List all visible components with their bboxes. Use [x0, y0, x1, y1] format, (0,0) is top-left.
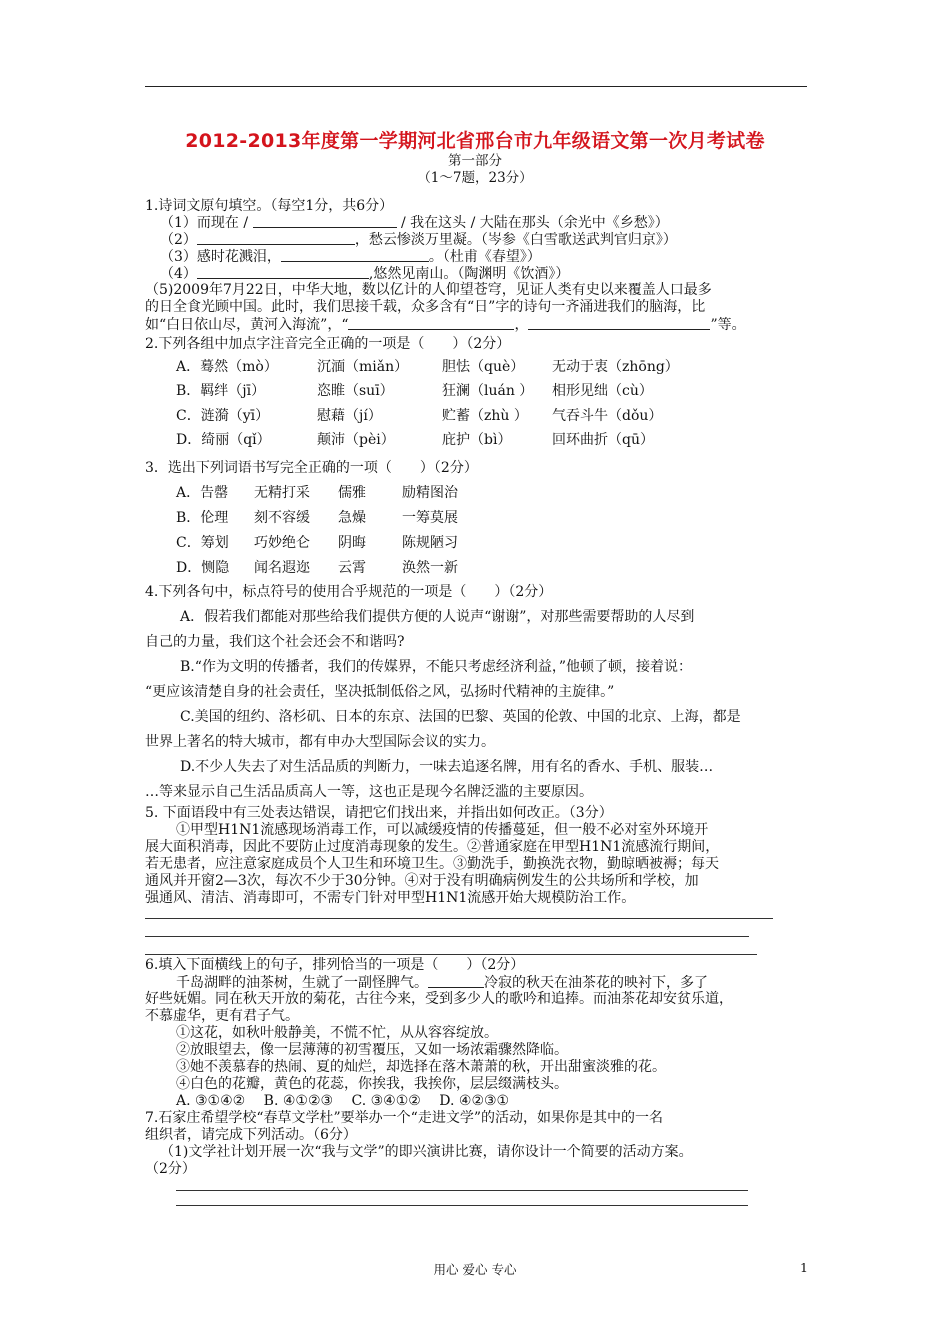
q3-option-b: B．伦理 刻不容缓 急燥 一筹莫展: [176, 510, 458, 526]
answer-line[interactable]: [176, 1205, 748, 1206]
part-label: 第一部分: [448, 153, 502, 169]
q2-option-b: B．羁绊（jī） 恣睢（suī） 狂澜（luán ） 相形见绌（cù）: [176, 383, 653, 399]
q4-option-a-line1: A．假若我们都能对那些给我们提供方便的人说声“谢谢”，对那些需要帮助的人尽到: [180, 609, 695, 625]
header-rule: [145, 86, 807, 87]
page-footer: 用心 爱心 专心: [433, 1262, 517, 1277]
q1-line3: （3）感时花溅泪， 。（杜甫《春望》）: [160, 249, 541, 265]
q6-sentence-3: ③她不羡慕春的热闹、夏的灿烂，却选择在落木萧萧的秋，开出甜蜜淡雅的花。: [176, 1059, 666, 1075]
q2-option-a: A．蓦然（mò） 沉湎（miǎn） 胆怯（què） 无动于衷（zhōng）: [176, 359, 679, 375]
answer-blank[interactable]: [197, 231, 355, 245]
q5-passage-line3: 若无患者，应注意家庭成员个人卫生和环境卫生。③勤洗手，勤换洗衣物，勤晾晒被褥；每天: [145, 856, 719, 872]
q6-sentence-1: ①这花，如秋叶般静美，不慌不忙，从从容容绽放。: [176, 1025, 498, 1041]
q1-line5: （5)2009年7月22日，中华大地，数以亿计的人仰望苍穹，见证人类有史以来覆盖人口最多: [145, 282, 712, 298]
q6-passage-line2: 好些妩媚。同在秋天开放的菊花，古往今来，受到多少人的歌吟和追捧。而油茶花却安贫乐道，: [145, 991, 733, 1007]
q7-line2: 组织者，请完成下列活动。（6分）: [145, 1127, 357, 1143]
part-range: （1～7题，23分）: [417, 170, 533, 186]
answer-line[interactable]: [145, 918, 773, 919]
q4-option-b-line2: “更应该清楚自身的社会责任，坚决抵制低俗之风，弘扬时代精神的主旋律。”: [145, 684, 615, 700]
q6-stem: 6.填入下面横线上的句子，排列恰当的一项是（ ）（2分）: [145, 957, 525, 973]
q3-option-a: A．告罄 无精打采 儒雅 励精图治: [176, 485, 458, 501]
q6-sentence-2: ②放眼望去，像一层薄薄的初雪覆压，又如一场浓霜骤然降临。: [176, 1042, 568, 1058]
q4-option-d-line1: D.不少人失去了对生活品质的判断力，一味去追逐名牌，用有名的香水、手机、服装…: [180, 759, 714, 775]
answer-line[interactable]: [176, 1190, 748, 1191]
answer-blank[interactable]: [253, 214, 397, 228]
q1-line6: 的日全食光顾中国。此时，我们思接千载，众多含有“日”字的诗句一齐涌进我们的脑海，比: [145, 299, 706, 315]
q1-line4: （4） ,悠然见南山。（陶渊明《饮酒》）: [160, 266, 570, 282]
answer-blank[interactable]: [528, 316, 710, 330]
answer-blank[interactable]: [428, 974, 484, 988]
q4-option-c-line2: 世界上著名的特大城市，都有申办大型国际会议的实力。: [145, 734, 495, 750]
q4-option-d-line2: …等来显示自己生活品质高人一等，这也正是现今名牌泛滥的主要原因。: [145, 784, 593, 800]
answer-blank[interactable]: [348, 316, 514, 330]
q6-sentence-4: ④白色的花瓣，黄色的花蕊，你挨我，我挨你，层层缀满枝头。: [176, 1076, 568, 1092]
q2-stem: 2.下列各组中加点字注音完全正确的一项是（ ）（2分）: [145, 336, 511, 352]
q7-line3: （1)文学社计划开展一次“我与文学”的即兴演讲比赛，请你设计一个简要的活动方案。: [160, 1144, 693, 1160]
q2-option-d: D．绮丽（qǐ） 颠沛（pèi） 庇护（bì） 回环曲折（qū）: [176, 432, 654, 448]
q3-option-c: C．筹划 巧妙绝仑 阴晦 陈规陋习: [176, 535, 458, 551]
q1-stem: 1.诗词文原句填空。（每空1分，共6分）: [145, 198, 394, 214]
q4-option-b-line1: B.“作为文明的传播者，我们的传媒界，不能只考虑经济利益，”他顿了顿，接着说：: [180, 659, 693, 675]
q5-passage-line2: 展大面积消毒，因此不要防止过度消毒现象的发生。②普通家庭在甲型H1N1流感流行期间，: [145, 839, 720, 855]
q5-stem: 5. 下面语段中有三处表达错误，请把它们找出来，并指出如何改正。（3分）: [145, 805, 613, 821]
q6-passage-line1: 千岛湖畔的油茶树，生就了一副怪脾气。 冷寂的秋天在油茶花的映衬下，多了: [176, 975, 708, 991]
page-title: 2012-2013年度第一学期河北省邢台市九年级语文第一次月考试卷: [185, 130, 765, 152]
q5-passage-line1: ①甲型H1N1流感现场消毒工作，可以减缓疫情的传播蔓延，但一般不必对室外环境开: [176, 822, 709, 838]
q7-line4: （2分）: [145, 1161, 196, 1177]
page-number: 1: [800, 1260, 808, 1275]
answer-line[interactable]: [145, 954, 757, 955]
answer-line[interactable]: [145, 936, 749, 937]
q4-option-c-line1: C.美国的纽约、洛杉矶、日本的东京、法国的巴黎、英国的伦敦、中国的北京、上海，都是: [180, 709, 741, 725]
q4-stem: 4.下列各句中，标点符号的使用合乎规范的一项是（ ）（2分）: [145, 584, 553, 600]
answer-blank[interactable]: [281, 248, 429, 262]
q2-option-c: C．涟漪（yī） 慰藉（jí） 贮蓄（zhù ） 气吞斗牛（dǒu）: [176, 408, 663, 424]
answer-blank[interactable]: [197, 265, 369, 279]
q3-option-d: D．恻隐 闻名遐迩 云霄 涣然一新: [176, 560, 458, 576]
q7-line1: 7.石家庄希望学校“春草文学杜”要举办一个“走进文学”的活动，如果你是其中的一名: [145, 1110, 663, 1126]
q6-passage-line3: 不慕虚华，更有君子气。: [145, 1008, 299, 1024]
q5-passage-line5: 强通风、清洁、消毒即可，不需专门针对甲型H1N1流感开始大规模防治工作。: [145, 890, 636, 906]
q3-stem: 3．选出下列词语书写完全正确的一项（ ）（2分）: [145, 460, 478, 476]
q1-line2: （2） ，愁云惨淡万里凝。（岑参《白雪歌送武判官归京》）: [160, 232, 677, 248]
q1-line7: 如“白日依山尽，黄河入海流”，“ ， ”等。: [145, 317, 746, 333]
q6-options: A. ③①④② B. ④①②③ C. ③④①② D. ④②③①: [176, 1093, 510, 1109]
q5-passage-line4: 通风并开窗2—3次，每次不少于30分钟。④对于没有明确病例发生的公共场所和学校，加: [145, 873, 699, 889]
q1-line1: （1）而现在 / / 我在这头 / 大陆在那头（余光中《乡愁》）: [160, 215, 669, 231]
q4-option-a-line2: 自己的力量，我们这个社会还会不和谐吗?: [145, 634, 405, 650]
